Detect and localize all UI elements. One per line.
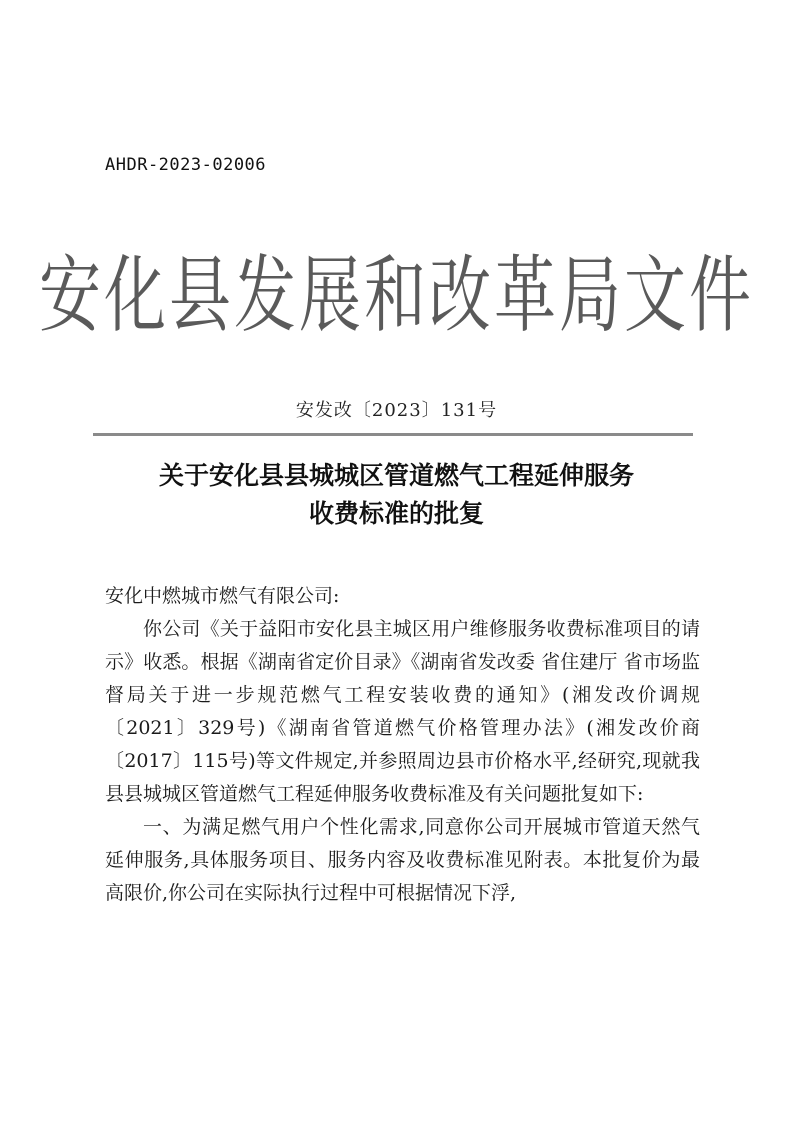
paragraph-1: 你公司《关于益阳市安化县主城区用户维修服务收费标准项目的请示》收悉。根据《湖南省定价目录》《湖南省发改委 省住建厅 省市场监督局关于进一步规范燃气工程安装收费的通知》(湘发改价调规〔2021〕329号)《湖南省管道燃气价格管理办法》(湘发改价商〔2017〕115号)等文件规定,并参照周边县市价格水平,经研究,现就我县县城城区管道燃气工程延伸服务收费标准及有关问题批复如下:	[105, 618, 700, 805]
document-number: 安发改〔2023〕131号	[295, 400, 498, 421]
issuer-title: 安化县发展和改革局文件	[38, 245, 754, 345]
document-body	[105, 580, 700, 910]
document-code: AHDR-2023-02006	[105, 155, 267, 175]
subject-heading	[0, 457, 793, 533]
subject-line-2: 收费标准的批复	[308, 499, 484, 528]
header-separator	[93, 433, 693, 436]
paragraph-2: 一、为满足燃气用户个性化需求,同意你公司开展城市管道天然气延伸服务,具体服务项目、服务内容及收费标准见附表。本批复价为最高限价,你公司在实际执行过程中可根据情况下浮,	[105, 816, 700, 904]
subject-line-1: 关于安化县县城城区管道燃气工程延伸服务	[158, 461, 634, 490]
salutation: 安化中燃城市燃气有限公司:	[105, 585, 340, 607]
